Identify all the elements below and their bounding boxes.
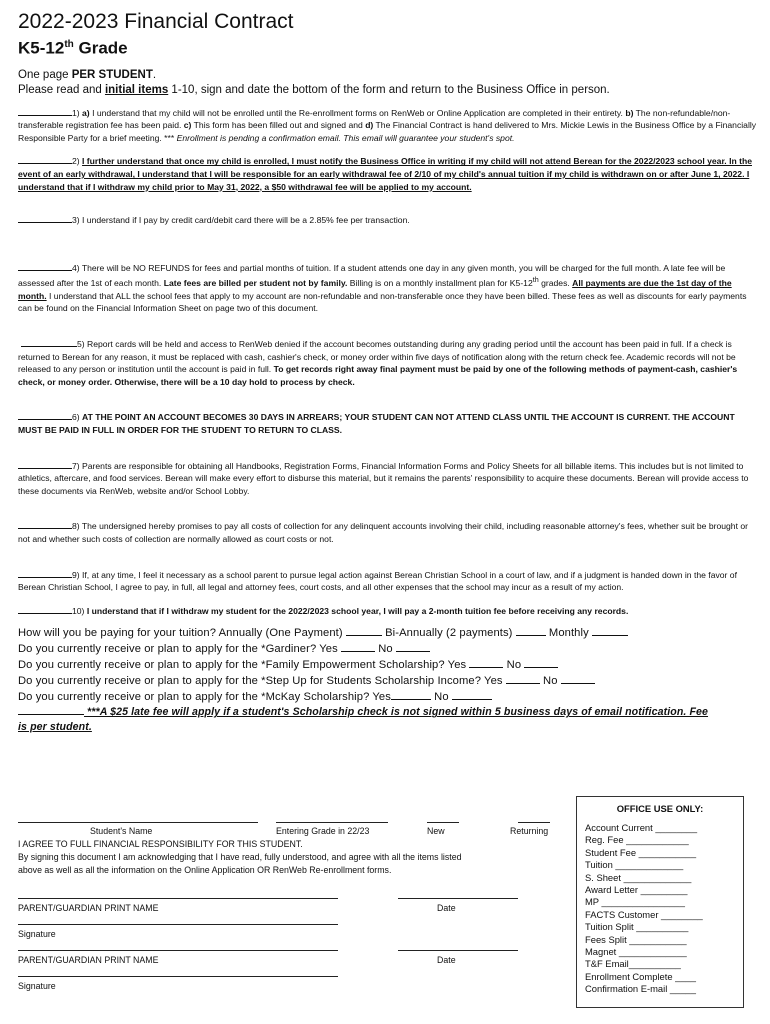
contract-page — [18, 10, 758, 735]
mckay-no-blank[interactable] — [452, 690, 492, 700]
item-9 — [18, 568, 758, 594]
date2-label: Date — [437, 955, 456, 965]
gardiner-yes-blank[interactable] — [341, 642, 375, 652]
per-student: PER STUDENT — [71, 68, 153, 81]
parent1-name-line[interactable] — [18, 898, 338, 899]
initial-blank-2[interactable] — [18, 154, 72, 164]
question-gardiner — [18, 641, 758, 657]
payment-questions — [18, 625, 758, 735]
intro-line2-rest: 1-10, sign and date the bottom of the form and return to the Business Office in person. — [168, 83, 610, 96]
q1-label: How will you be paying for your tuition? Annually (One Payment) — [18, 627, 346, 640]
office-row-tf-email: T&F Email__________ — [585, 958, 681, 970]
q5-no: No — [430, 691, 452, 704]
initial-blank-7[interactable] — [18, 459, 72, 469]
item-5-text-1: Report cards will be held and access to RenWeb denied if the account becomes outstanding during any grading period until the account has been paid in full. If a check is returned to Berean for any reason, it must be replaced with cash, cashier's check, or money order within five days of notification along with the return check fee. Academic records will not be released to any person or institution until the account is paid in full. — [18, 339, 736, 375]
signature2-line[interactable] — [18, 976, 338, 977]
q1-monthly: Monthly — [545, 627, 592, 640]
date1-label: Date — [437, 903, 456, 913]
initial-blank-5[interactable] — [21, 337, 77, 347]
item-1-c: c) — [183, 120, 192, 131]
new-line[interactable] — [427, 822, 459, 823]
item-1-confirmation: Enrollment is pending a confirmation email. This email will guarantee your student's spot. — [176, 132, 515, 143]
item-4-late-fees: Late fees are billed per student not by family. — [163, 278, 348, 289]
question-step-up — [18, 673, 758, 689]
late-fee-notice — [18, 705, 718, 735]
item-8 — [18, 519, 758, 545]
late-fee-text: ***A $25 late fee will apply if a student's Scholarship check is not signed within 5 business days of email notification. Fee is per student. — [18, 706, 709, 734]
fes-no-blank[interactable] — [524, 658, 558, 668]
item-4 — [18, 261, 758, 315]
item-5-records: To get records right away final payment must be paid by one of the following methods of payment-cash, cashier's check, or money order. Otherwise, there will be a 10 day hold to process by check. — [18, 364, 738, 387]
item-7-num: 7) — [72, 460, 83, 471]
item-9-text: If, at any time, I feel it necessary as a school parent to pursue legal action against Berean Christian School in a court of law, and if a judgment is handed down in the favor of Berean Christian School, I agree to pay, in full, all legal and attorney fees, court costs, and all other expenses that the school may incur as a result of my action. — [18, 569, 737, 593]
office-row-enrollment-complete: Enrollment Complete ____ — [585, 970, 696, 982]
signature1-label: Signature — [18, 929, 56, 939]
initial-blank-1[interactable] — [18, 106, 72, 116]
q1-biannual: Bi-Annually (2 payments) — [381, 627, 516, 640]
student-name-line[interactable] — [18, 822, 258, 823]
item-6-num: 6) — [72, 412, 83, 423]
late-fee-blank[interactable] — [18, 705, 84, 715]
monthly-blank[interactable] — [592, 626, 628, 636]
office-row-reg-fee: Reg. Fee ____________ — [585, 834, 689, 846]
office-use-box — [576, 796, 744, 1008]
item-8-text: The undersigned hereby promises to pay all costs of collection for any delinquent accounts involving their child, including reasonable attorney's fees, whether suit be brought or not and whether such costs of collection are normally allowed as court costs or not. — [18, 521, 749, 544]
item-2-text: I further understand that once my child is enrolled, I must notify the Business Office in writing if my child will not attend Berean for the 2022/2023 school year. In the event of an early withdrawal, I understand that I will be responsible for an early withdrawal fee of 2/10 of my child's annual tuition if my child is withdrawn on or after June 1, 2022. I understand that if I withdraw my child prior to May 31, 2022, a $50 withdrawal fee will be applied to my account. — [18, 156, 752, 192]
question-payment-method — [18, 625, 758, 641]
q2-no: No — [375, 643, 396, 656]
initial-blank-10[interactable] — [18, 604, 72, 614]
date2-line[interactable] — [398, 950, 518, 951]
item-7-text: Parents are responsible for obtaining all Handbooks, Registration Forms, Financial Information Forms and Policy Sheets for all billable items. This includes but is not limited to athletics, aftercare, and food services. Berean will make every effort to disburse this material, but it remains the parents' responsibility to acquire these documents. Berean will provide access to these documents via RenWeb, website and/or School Lobby. — [18, 460, 749, 496]
item-1-text-d: The Financial Contract is hand delivered to Mrs. Mickie Lewis in the Business Office by a Financially Responsible Party for a brief meeting. *** — [18, 120, 757, 143]
question-family-empowerment — [18, 657, 758, 673]
item-4-due-date: All payments are due the 1st day of the month. — [18, 278, 732, 301]
parent2-label: PARENT/GUARDIAN PRINT NAME — [18, 955, 159, 965]
item-4-text-4: grades. — [538, 278, 573, 289]
initial-blank-3[interactable] — [18, 213, 72, 223]
item-7 — [18, 459, 758, 498]
question-mckay — [18, 689, 758, 705]
parent2-name-line[interactable] — [18, 950, 338, 951]
office-row-fees-split: Fees Split ___________ — [585, 933, 687, 945]
office-row-facts-customer: FACTS Customer ________ — [585, 908, 703, 920]
agree-text: I AGREE TO FULL FINANCIAL RESPONSIBILITY FOR THIS STUDENT. — [18, 839, 303, 849]
initial-blank-8[interactable] — [18, 519, 72, 529]
entering-grade-line[interactable] — [276, 822, 388, 823]
new-label: New — [427, 826, 445, 836]
office-row-award-letter: Award Letter _________ — [585, 884, 688, 896]
item-1-num: 1) — [72, 107, 83, 118]
item-5 — [18, 337, 758, 388]
grade-sup: th — [64, 39, 74, 50]
mckay-yes-blank[interactable] — [391, 690, 431, 700]
item-3 — [18, 213, 758, 227]
item-4-num: 4) — [72, 262, 82, 273]
grade-suffix: Grade — [73, 38, 128, 58]
ack-line-1: By signing this document I am acknowledging that I have read, fully understood, and agree with all the items listed — [18, 852, 462, 862]
returning-label: Returning — [510, 826, 549, 836]
q5-label: Do you currently receive or plan to apply for the *McKay Scholarship? Yes — [18, 691, 391, 704]
item-2 — [18, 154, 758, 193]
office-row-tuition: Tuition _____________ — [585, 859, 684, 871]
q2-label: Do you currently receive or plan to apply for the *Gardiner? Yes — [18, 643, 342, 656]
item-9-num: 9) — [72, 569, 83, 580]
q3-label: Do you currently receive or plan to apply for the *Family Empowerment Scholarship? Yes — [18, 659, 470, 672]
page-title: 2022-2023 Financial Contract — [18, 10, 294, 33]
q4-no: No — [539, 675, 561, 688]
entering-grade-label: Entering Grade in 22/23 — [276, 826, 370, 836]
item-4-sup: th — [532, 276, 539, 285]
item-8-num: 8) — [72, 521, 82, 532]
student-name-label: Student's Name — [90, 826, 153, 836]
item-1-text-b: The non-refundable/non-transferable registration fee has been paid. — [18, 107, 731, 131]
item-4-text-3: Billing is on a monthly installment plan for K5-12 — [347, 278, 533, 289]
annual-blank[interactable] — [346, 626, 382, 636]
office-use-title: OFFICE USE ONLY: — [616, 803, 704, 814]
returning-line[interactable] — [518, 822, 550, 823]
gardiner-no-blank[interactable] — [396, 642, 430, 652]
item-1-b: b) — [625, 107, 634, 118]
item-3-text: I understand if I pay by credit card/debit card there will be a 2.85% fee per transaction. — [82, 215, 410, 226]
q4-label: Do you currently receive or plan to apply for the *Step Up for Students Scholarship Income? Yes — [18, 675, 506, 688]
item-1-text-a: I understand that my child will not be enrolled until the Re-enrollment forms on RenWeb or Online Application are completed in their entirety. — [89, 107, 626, 118]
item-1-a: a) — [82, 107, 90, 118]
item-1-d: d) — [365, 120, 374, 131]
initial-blank-9[interactable] — [18, 568, 72, 578]
parent1-label: PARENT/GUARDIAN PRINT NAME — [18, 903, 159, 913]
office-row-mp: MP ________________ — [585, 896, 685, 908]
intro-line2: Please read and — [18, 83, 105, 96]
date1-line[interactable] — [398, 898, 518, 899]
biannual-blank[interactable] — [516, 626, 546, 636]
item-4-text-1: There will be NO REFUNDS for fees and partial months of tuition. If a student attends one day in any given month, you will be charged for the full month. A late fee will be assessed after the 1st of each month. — [18, 262, 726, 289]
grade-title — [18, 34, 758, 60]
item-1 — [18, 106, 758, 145]
signature2-label: Signature — [18, 981, 56, 991]
office-row-confirmation-email: Confirmation E-mail _____ — [585, 983, 696, 995]
office-row-s-sheet: S. Sheet _____________ — [585, 871, 692, 883]
item-2-num: 2) — [72, 156, 83, 167]
item-10-text: I understand that if I withdraw my student for the 2022/2023 school year, I will pay a 2-month tuition fee before receiving any records. — [86, 605, 629, 616]
q3-no: No — [503, 659, 525, 672]
fes-yes-blank[interactable] — [469, 658, 503, 668]
item-6 — [18, 410, 758, 436]
signature1-line[interactable] — [18, 924, 338, 925]
item-1-text-c: This form has been filled out and signed and — [191, 120, 366, 131]
grade-prefix: K5-12 — [18, 38, 65, 58]
office-row-student-fee: Student Fee ___________ — [585, 846, 697, 858]
item-3-num: 3) — [72, 215, 83, 226]
office-row-account-current: Account Current ________ — [585, 822, 698, 833]
intro-line1: One page — [18, 68, 72, 81]
intro-text — [18, 68, 758, 98]
item-5-num: 5) — [77, 339, 88, 350]
item-6-text: AT THE POINT AN ACCOUNT BECOMES 30 DAYS IN ARREARS; YOUR STUDENT CAN NOT ATTEND CLASS UNTIL THE ACCOUNT IS CURRENT. THE ACCOUNT MUST BE PAID IN FULL IN ORDER FOR THE STUDENT TO RETURN TO CLASS. — [18, 412, 735, 436]
initial-items: initial items — [104, 83, 169, 96]
office-row-magnet: Magnet _____________ — [585, 946, 687, 958]
stepup-no-blank[interactable] — [561, 674, 595, 684]
item-10 — [18, 604, 758, 618]
ack-line-2: above as well as all the information on the Online Application OR RenWeb Re-enrollment forms. — [18, 865, 392, 875]
initial-blank-4[interactable] — [18, 261, 72, 271]
item-4-text-6: I understand that ALL the school fees that apply to my account are non-refundable and non-transferable once they have been billed. These fees as well as discounts for early payments can be found on the Financial Information Sheet on page two of this document. — [18, 290, 747, 314]
stepup-yes-blank[interactable] — [506, 674, 540, 684]
item-10-num: 10) — [72, 605, 87, 616]
intro-period: . — [152, 68, 157, 81]
initial-blank-6[interactable] — [18, 410, 72, 420]
office-row-tuition-split: Tuition Split __________ — [585, 921, 689, 933]
